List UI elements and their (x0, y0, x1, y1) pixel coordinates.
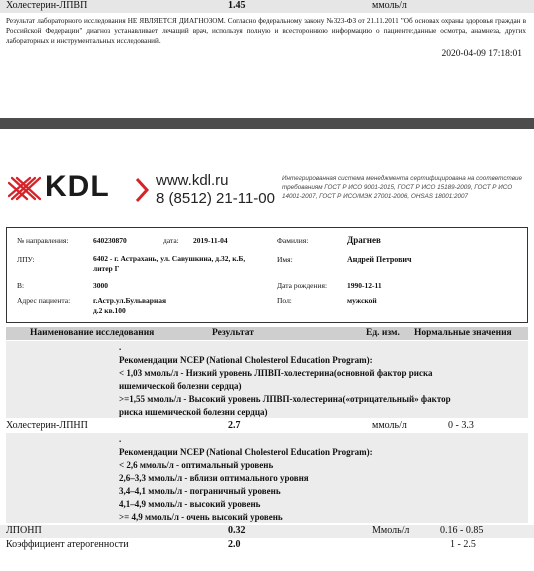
test-value: 2.7 (228, 420, 241, 431)
ldl-levels-comment: . Рекомендации NCEP (National Cholesterol Education Program): < 2,6 ммоль/л - оптимальный уровень 2,6–3,3 ммоль/л - вблизи оптимального уровня 3,4–4,1 ммоль/л - пограничный уровень 4,1–4,9 ммоль/л - высокий уровень >= 4,9 ммоль/л - очень высокий уровень (119, 434, 373, 522)
table-row (0, 420, 534, 433)
phone-number: 8 (8512) 21-11-00 (156, 190, 275, 207)
surname-label: Фамилия: (277, 236, 309, 245)
test-name: Холестерин-ЛПНП (6, 420, 88, 431)
date-label: дата: (163, 236, 179, 245)
disclaimer-text: Результат лабораторного исследования НЕ ЯВЛЯЕТСЯ ДИАГНОЗОМ. Согласно федеральному закону №323-ФЗ от 21.11.2011 "Об основах охраны здоровья граждан в Российской Федерации" диагноз устанавливает лечащий врач, используя полную и всестороннюю информацию о пациенте:данные осмотра, анамнеза, других лабораторных и инструментальных исследований. (6, 17, 526, 45)
test-value: 0.32 (228, 525, 246, 536)
previous-result-row (0, 0, 534, 13)
address-line-1: г.Астр.ул.Бульварная (93, 296, 167, 305)
column-header-result: Результат (212, 328, 254, 338)
address-label: Адрес пациента: (17, 296, 71, 305)
patient-name: Андрей Петрович (347, 255, 412, 264)
patient-surname: Драгнев (347, 235, 381, 245)
referral-date: 2019-11-04 (193, 236, 228, 245)
test-name: Холестерин-ЛПВП (6, 0, 88, 11)
patient-info-box (6, 227, 528, 323)
test-value: 2.0 (228, 539, 241, 550)
doctor-label: В: (17, 281, 25, 290)
referral-label: № направления: (17, 236, 69, 245)
column-header-unit: Ед. изм. (366, 328, 400, 338)
patient-sex: мужской (347, 296, 377, 305)
test-name: ЛПОНП (6, 525, 42, 536)
doctor-code: 3000 (93, 281, 108, 290)
dob-label: Дата рождения: (277, 281, 328, 290)
lpu-label: ЛПУ: (17, 255, 35, 264)
kdl-logo-text: KDL (45, 170, 110, 203)
results-table-header (6, 327, 528, 340)
sex-label: Пол: (277, 296, 292, 305)
table-row (0, 525, 534, 538)
test-norm: 0 - 3.3 (448, 420, 474, 431)
table-row (0, 539, 534, 552)
referral-number: 640230870 (93, 236, 127, 245)
date-of-birth: 1990-12-11 (347, 281, 382, 290)
certification-note: Интегрированная система менеджмента сертифицирована на соответствие требованиям ГОСТ Р ИСО 9001-2015, ГОСТ Р ИСО 15189-2009, ГОСТ Р ИСО 14001-2007, ГОСТ Р ИСО/МЭК 27001-2006, OHSAS 18001:2007 (282, 175, 522, 200)
test-norm: 0.16 - 0.85 (440, 525, 484, 536)
column-header-norm: Нормальные значения (414, 328, 512, 338)
test-norm: 1 - 2.5 (450, 539, 476, 550)
lpu-line-2: литер Г (93, 264, 120, 273)
test-unit: Ммоль/л (372, 525, 410, 536)
website-link[interactable]: www.kdl.ru (156, 172, 229, 189)
name-label: Имя: (277, 255, 293, 264)
test-unit: ммоль/л (372, 0, 407, 11)
chevron-right-icon (134, 176, 150, 204)
ldl-recommendation-comment: . Рекомендации NCEP (National Cholesterol Education Program): < 1,03 ммоль/л - Низкий уровень ЛПВП-холестерина(основной фактор риска ишемической болезни сердца) >=1,55 ммоль/л - Высокий уровень ЛПВП-холестерина(«отрицательный» фактор риска ишемической болезни сердца) (119, 342, 451, 417)
column-header-name: Наименование исследования (30, 328, 155, 338)
test-name: Коэффициент атерогенности (6, 539, 129, 550)
printed-timestamp: 2020-04-09 17:18:01 (441, 49, 522, 59)
contacts (156, 172, 275, 208)
page-separator (0, 118, 534, 129)
kdl-logo-mark-icon (8, 176, 41, 201)
address-line-2: д.2 кв.100 (93, 306, 126, 315)
test-unit: ммоль/л (372, 420, 407, 431)
lpu-line-1: 6402 - г. Астрахань, ул. Савушкина, д.32, к.Б, (93, 254, 246, 263)
test-value: 1.45 (228, 0, 246, 11)
